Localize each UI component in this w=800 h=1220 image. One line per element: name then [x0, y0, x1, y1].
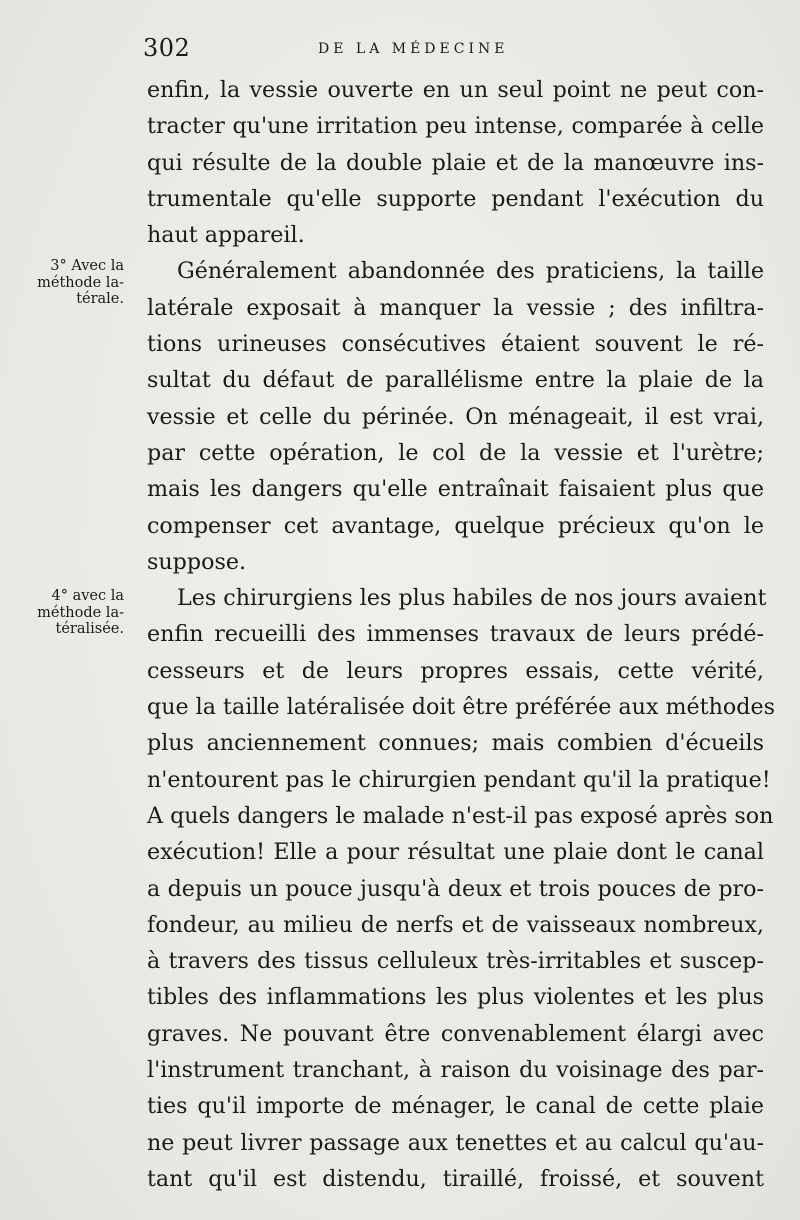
text-line: Généralement abandonnée des praticiens, la taille — [177, 258, 764, 285]
margin-note-line: 3° Avec la — [50, 258, 124, 274]
text-line: latérale exposait à manquer la vessie ; des infiltra- — [147, 294, 764, 321]
page-number: 302 — [143, 34, 191, 62]
text-line: Les chirurgiens les plus habiles de nos jours avaient — [177, 585, 767, 612]
paragraph-1 — [147, 72, 764, 253]
text-line: enfin recueilli des immenses travaux de leurs prédé- — [147, 621, 764, 648]
paragraph-3 — [147, 580, 775, 1197]
text-line: suppose. — [147, 548, 247, 575]
running-head: DE LA MÉDECINE — [318, 41, 509, 57]
text-line: A quels dangers le malade n'est-il pas exposé après son — [147, 802, 774, 829]
body-text — [147, 72, 775, 1197]
text-line: par cette opération, le col de la vessie et l'urètre; — [147, 439, 764, 466]
text-line: enfin, la vessie ouverte en un seul point ne peut con- — [147, 77, 764, 103]
text-line: sultat du défaut de parallélisme entre la plaie de la — [147, 367, 764, 394]
text-line: tibles des inflammations les plus violentes et les plus — [147, 984, 764, 1011]
margin-note-line: téralisée. — [55, 621, 124, 637]
text-line: que la taille latéralisée doit être préférée aux méthodes — [147, 694, 775, 721]
margin-note-line: méthode la- — [37, 274, 124, 291]
text-line: ne peut livrer passage aux tenettes et au calcul qu'au- — [147, 1129, 764, 1156]
text-line: plus anciennement connues; mais combien d'écueils — [147, 730, 764, 757]
margin-note-lateralized-method — [24, 588, 124, 638]
margin-note-line: térale. — [76, 291, 124, 307]
text-line: exécution! Elle a pour résultat une plaie dont le canal — [147, 839, 764, 866]
text-line: ties qu'il importe de ménager, le canal de cette plaie — [147, 1093, 764, 1120]
margin-note-line: méthode la- — [37, 604, 124, 621]
text-line: fondeur, au milieu de nerfs et de vaisseaux nombreux, — [147, 911, 764, 938]
paragraph-2 — [147, 253, 764, 580]
text-line: à travers des tissus celluleux très-irritables et suscep- — [147, 948, 764, 975]
text-line: mais les dangers qu'elle entraînait faisaient plus que — [147, 476, 764, 503]
text-line: compenser cet avantage, quelque précieux qu'on le — [147, 512, 764, 539]
text-line: trumentale qu'elle supporte pendant l'exécution du — [147, 185, 764, 212]
text-line: tions urineuses consécutives étaient souvent le ré- — [147, 331, 764, 358]
margin-note-line: 4° avec la — [51, 588, 124, 604]
text-line: a depuis un pouce jusqu'à deux et trois pouces de pro- — [147, 875, 764, 902]
page-header — [0, 34, 800, 66]
text-line: l'instrument tranchant, à raison du voisinage des par- — [147, 1057, 764, 1084]
text-line: haut appareil. — [147, 222, 305, 249]
margin-note-lateral-method — [24, 258, 124, 308]
text-line: cesseurs et de leurs propres essais, cette vérité, — [147, 657, 764, 684]
text-line: vessie et celle du périnée. On ménageait, il est vrai, — [147, 403, 764, 430]
text-line: graves. Ne pouvant être convenablement élargi avec — [147, 1020, 764, 1047]
text-line: qui résulte de la double plaie et de la manœuvre ins- — [147, 149, 764, 176]
text-line: tracter qu'une irritation peu intense, comparée à celle — [147, 113, 764, 140]
text-line: n'entourent pas le chirurgien pendant qu'il la pratique! — [147, 766, 771, 793]
text-line: tant qu'il est distendu, tiraillé, froissé, et souvent — [147, 1165, 764, 1192]
